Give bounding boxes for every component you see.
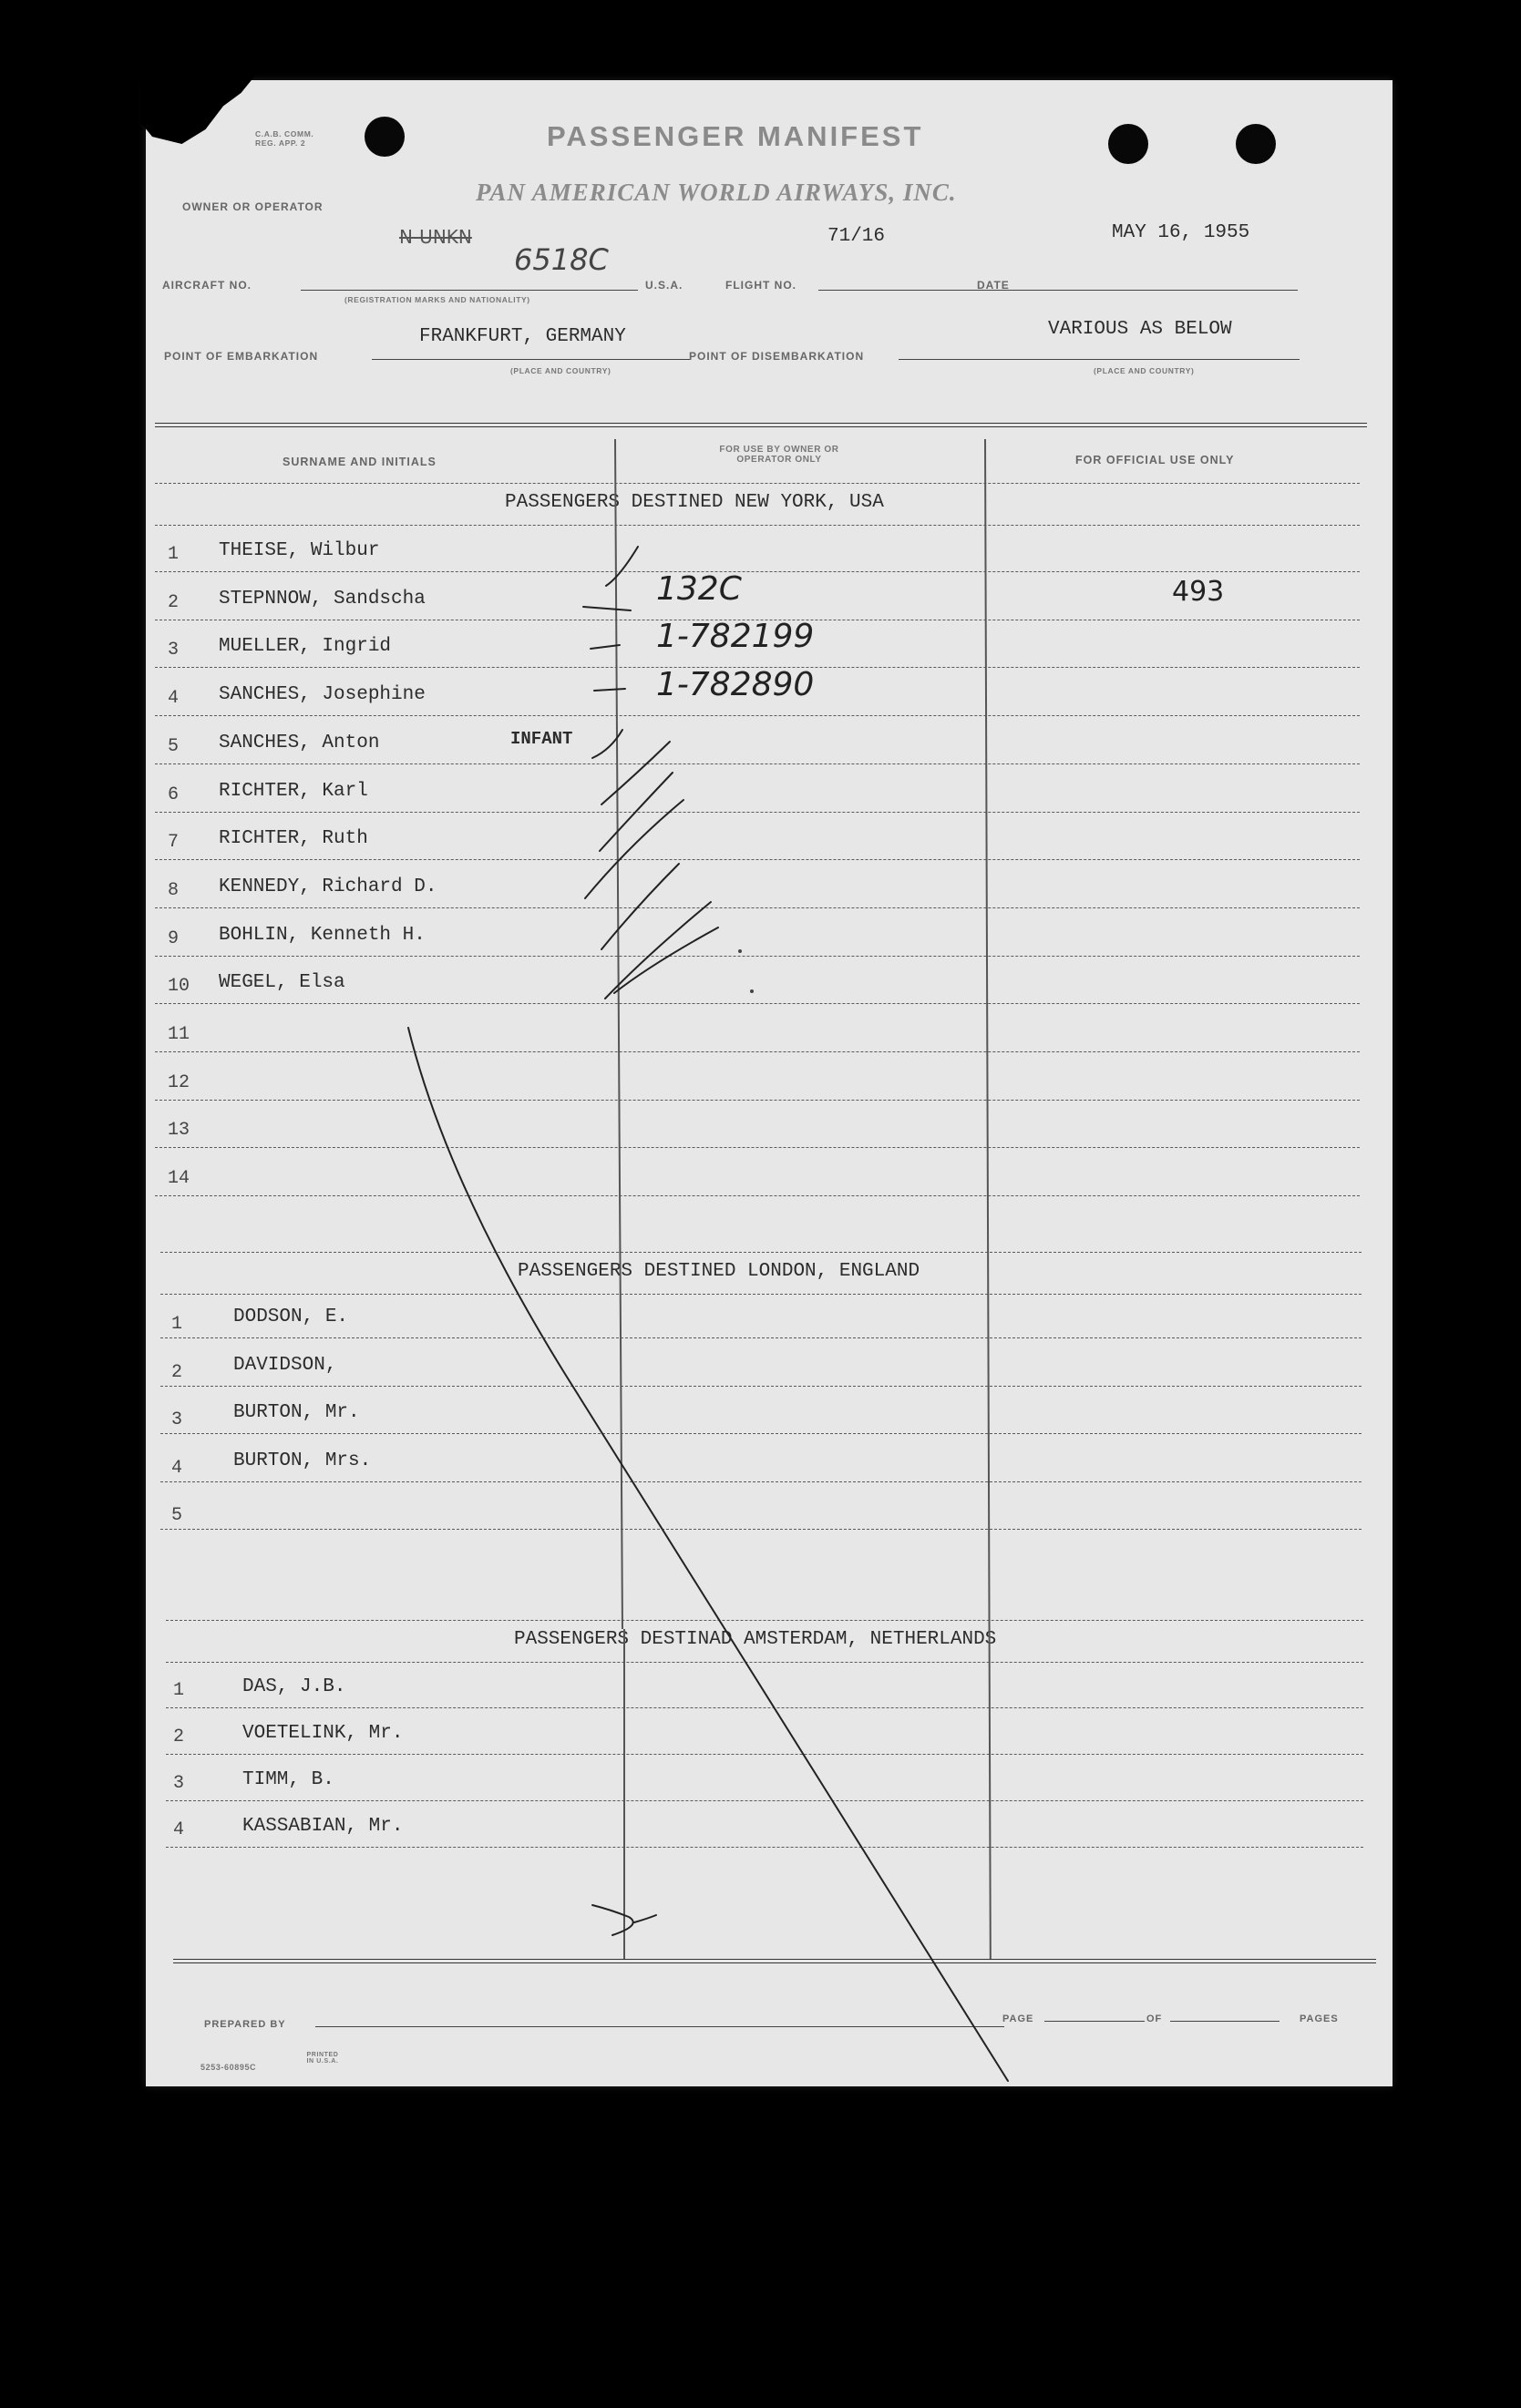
row-number: 4 [173,1819,185,1840]
row-rule [155,812,1360,813]
dot-mark-2 [750,989,754,993]
aircraft-value: 6518C [514,242,609,277]
torn-corner [140,71,259,144]
section-rule [155,525,1360,526]
place-caption-2: (PLACE AND COUNTRY) [1094,366,1195,375]
row-rule [155,1003,1360,1004]
punch-hole-right-1 [1108,124,1148,164]
flight-value: 71/16 [827,226,886,247]
column-divider-1-lower [623,1629,625,1959]
row-number: 2 [168,591,180,613]
embark-value: FRANKFURT, GERMANY [419,326,626,347]
row-rule [155,715,1360,716]
table-top-rule [155,423,1367,427]
row-rule [160,1337,1362,1338]
date-underline [1019,290,1298,291]
row-rule [160,1433,1362,1434]
row-rule [160,1529,1362,1530]
company-name: PAN AMERICAN WORLD AIRWAYS, INC. [476,179,957,206]
row-rule [166,1707,1363,1708]
passenger-name: WEGEL, Elsa [219,972,345,994]
section-rule [155,483,1360,484]
printed-label: PRINTED IN U.S.A. [306,2052,339,2065]
row-number: 3 [171,1409,183,1430]
check-mark-8 [585,800,683,898]
form-code: C.A.B. COMM. REG. APP. 2 [255,129,314,148]
col-official-use: FOR OFFICIAL USE ONLY [1075,454,1235,466]
row-number: 7 [168,832,180,854]
owner-use-entry: 1-782199 [656,618,815,656]
passenger-name: SANCHES, Josephine [219,684,426,706]
punch-hole-left [365,117,405,157]
row-rule [155,859,1360,860]
long-diagonal-stroke [408,1028,1008,2081]
row-number: 12 [168,1071,190,1093]
passenger-name: DAS, J.B. [242,1676,346,1697]
page-underline [1044,2021,1145,2022]
date-label: DATE [977,279,1010,292]
passenger-name: DODSON, E. [233,1306,349,1327]
row-number: 4 [171,1457,183,1479]
official-use-entry: 493 [1172,575,1225,608]
pages-label: PAGES [1300,2013,1339,2024]
passenger-name: BOHLIN, Kenneth H. [219,924,426,946]
row-rule [155,1100,1360,1101]
row-rule [155,1195,1360,1196]
row-number: 8 [168,879,180,901]
passenger-name: VOETELINK, Mr. [242,1723,404,1744]
passenger-name: KENNEDY, Richard D. [219,876,437,897]
col-surname: SURNAME AND INITIALS [283,456,437,468]
check-mark-1 [606,547,638,586]
row-rule [166,1847,1363,1848]
passenger-name: THEISE, Wilbur [219,540,380,561]
embark-underline [372,359,691,360]
page-title: PASSENGER MANIFEST [547,120,924,152]
row-number: 11 [168,1024,190,1045]
row-number: 1 [168,544,180,565]
date-value: MAY 16, 1955 [1112,222,1250,243]
embark-label: POINT OF EMBARKATION [164,350,319,363]
passenger-name: RICHTER, Ruth [219,828,368,850]
passenger-name: MUELLER, Ingrid [219,636,392,658]
place-caption: (PLACE AND COUNTRY) [510,366,611,375]
row-number: 3 [168,640,180,661]
row-number: 3 [173,1773,185,1794]
disembark-value: VARIOUS AS BELOW [1048,319,1232,340]
dash-mark-4 [594,689,625,691]
punch-hole-right-2 [1236,124,1276,164]
row-number: 6 [168,784,180,805]
of-label: OF [1146,2013,1163,2024]
section-rule [166,1662,1363,1663]
row-rule [166,1754,1363,1755]
row-rule [155,1147,1360,1148]
row-number: 9 [168,927,180,949]
page-label: PAGE [1002,2013,1034,2024]
manifest-sheet [146,80,1393,2086]
section-heading: PASSENGERS DESTINAD AMSTERDAM, NETHERLANDS [514,1629,997,1650]
section-rule [160,1294,1362,1295]
owner-use-entry: 132C [656,569,742,608]
registration-caption: (REGISTRATION MARKS AND NATIONALITY) [344,295,530,304]
row-rule [155,763,1360,764]
section-heading: PASSENGERS DESTINED NEW YORK, USA [505,492,884,513]
row-rule [160,1386,1362,1387]
dash-mark-2 [583,607,631,610]
column-divider-1 [614,439,623,1629]
aircraft-label: AIRCRAFT NO. [162,279,252,292]
passenger-name: BURTON, Mr. [233,1402,360,1423]
aircraft-struck: N-UNKN [399,226,472,248]
row-number: 2 [173,1727,185,1747]
row-rule [160,1481,1362,1482]
table-bottom-rule [173,1959,1376,1963]
check-mark-11 [614,927,718,993]
of-underline [1170,2021,1279,2022]
row-number: 5 [168,735,180,757]
prepared-underline [315,2026,1004,2027]
dot-mark-1 [738,949,742,953]
row-rule [155,571,1360,572]
passenger-name: DAVIDSON, [233,1354,337,1376]
disembark-label: POINT OF DISEMBARKATION [689,350,865,363]
passenger-name: RICHTER, Karl [219,780,368,802]
row-number: 2 [171,1361,183,1383]
owner-label: OWNER OR OPERATOR [182,200,324,213]
prepared-label: PREPARED BY [204,2019,286,2030]
form-number: 5253-60895C [200,2063,257,2072]
check-mark-10 [605,902,711,999]
passenger-name: TIMM, B. [242,1769,334,1790]
owner-use-entry: 1-782890 [656,666,815,704]
section-rule [166,1620,1363,1621]
passenger-name: KASSABIAN, Mr. [242,1816,404,1837]
row-rule [155,1051,1360,1052]
row-number: 14 [168,1168,190,1190]
section-rule [160,1252,1362,1253]
row-number: 5 [171,1505,183,1526]
section-heading: PASSENGERS DESTINED LONDON, ENGLAND [518,1261,920,1282]
usa-label: U.S.A. [645,279,683,292]
aircraft-underline [301,290,638,291]
flight-label: FLIGHT NO. [725,279,796,292]
disembark-underline [899,359,1300,360]
row-number: 1 [173,1680,185,1701]
passenger-note: INFANT [510,728,573,749]
row-number: 1 [171,1314,183,1335]
row-number: 10 [168,976,190,998]
passenger-name: BURTON, Mrs. [233,1450,372,1471]
row-number: 4 [168,688,180,710]
passenger-name: STEPNNOW, Sandscha [219,588,426,610]
check-mark-6 [601,742,670,804]
row-rule [166,1800,1363,1801]
passenger-name: SANCHES, Anton [219,732,380,753]
row-number: 13 [168,1120,190,1142]
row-rule [155,956,1360,957]
row-rule [155,907,1360,908]
col-owner-use: FOR USE BY OWNER OR OPERATOR ONLY [719,445,839,465]
